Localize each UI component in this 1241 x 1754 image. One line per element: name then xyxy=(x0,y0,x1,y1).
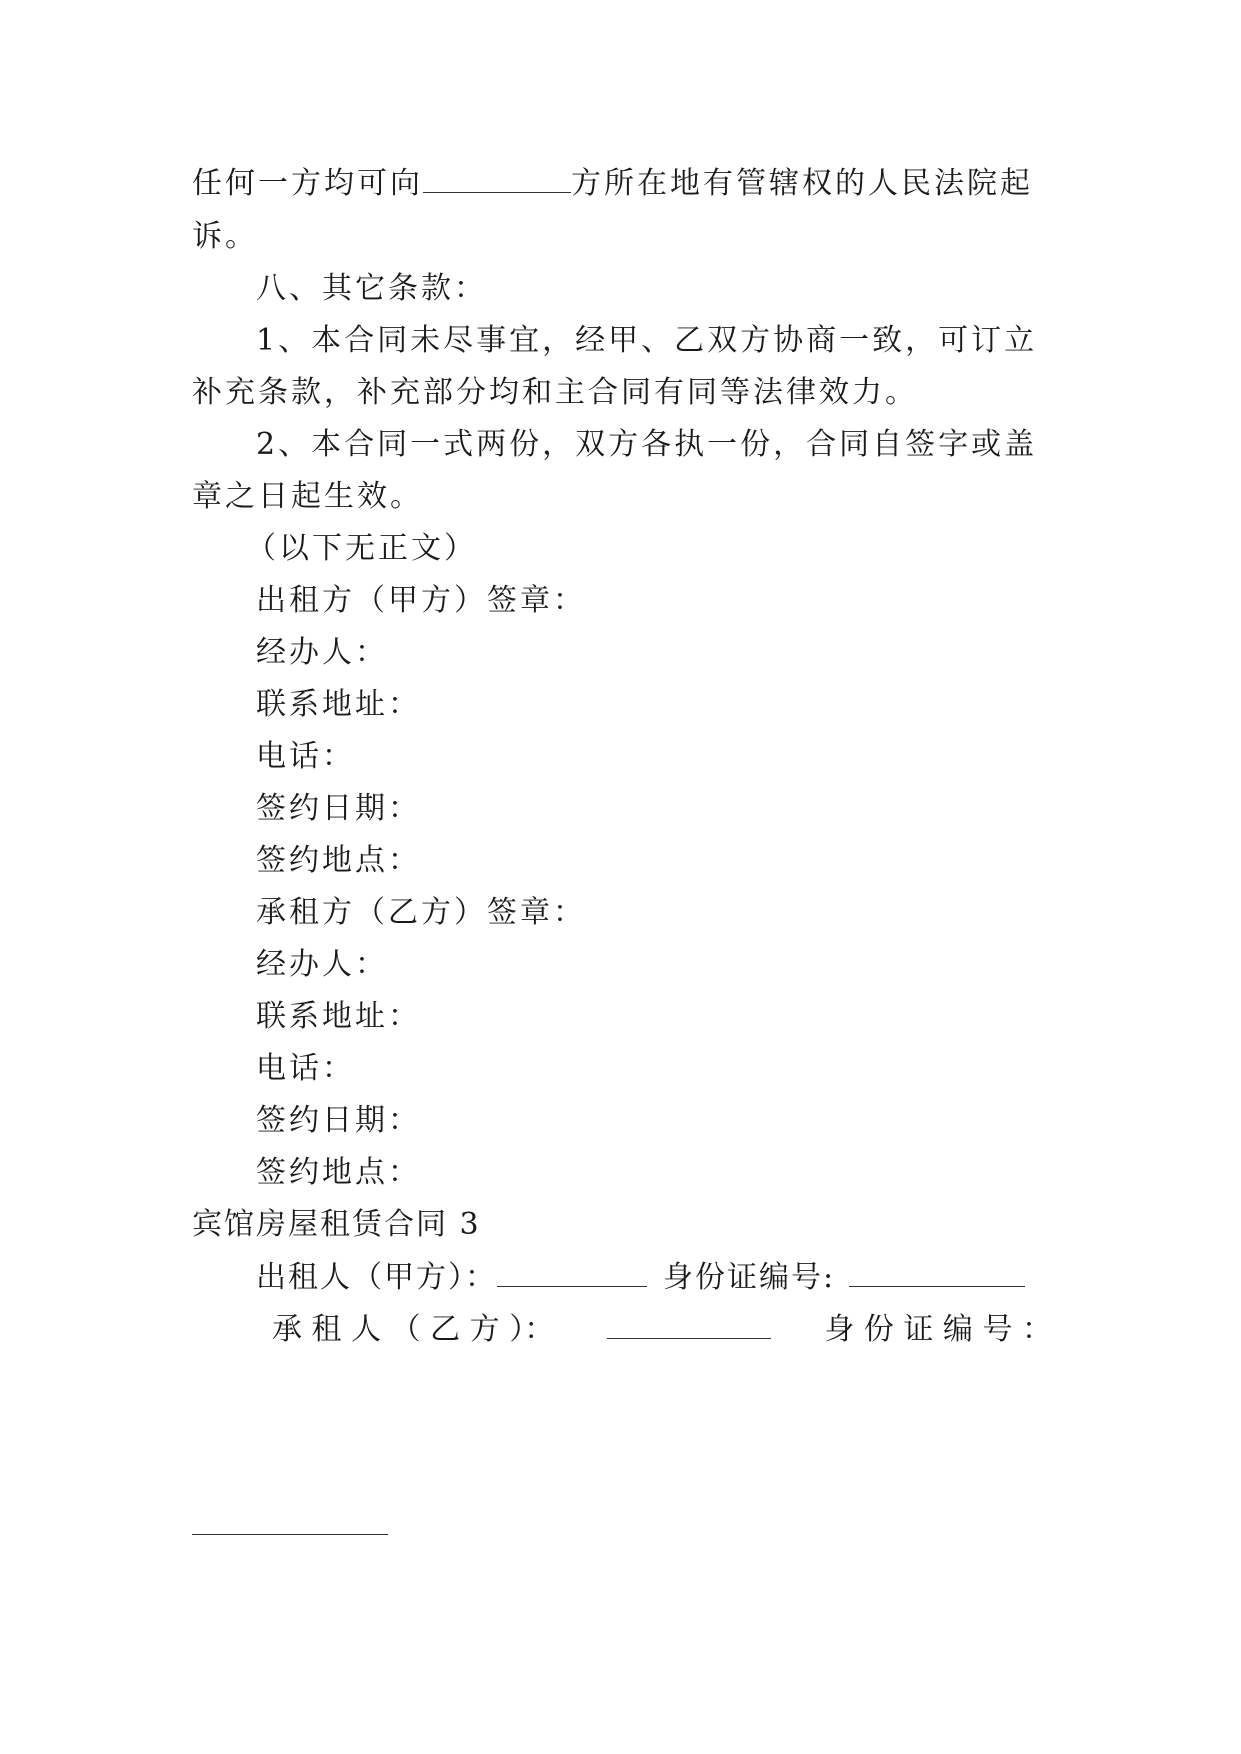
contract-title: 宾馆房屋租赁合同 3 xyxy=(192,1207,481,1242)
lessee-id-line xyxy=(272,1310,1052,1350)
lessee-sign-date-label: 签约日期： xyxy=(256,1103,421,1138)
lessor-sign-date-label: 签约日期： xyxy=(256,791,421,826)
lessee-id-blank xyxy=(192,1532,388,1535)
court-location-blank xyxy=(423,166,571,193)
lessor-agent-label: 经办人： xyxy=(256,635,388,670)
dispute-clause-text-b: 方所在地有管辖权的人民法院起 xyxy=(571,166,1033,201)
lessee-name-label: 承 租 人 （ 乙 方 ）： xyxy=(272,1312,555,1347)
lessor-id-blank xyxy=(849,1260,1025,1287)
lessee-signature-label: 承租方（乙方）签章： xyxy=(256,895,586,930)
lessee-sign-place-label: 签约地点： xyxy=(256,1155,421,1190)
no-further-text-note: （以下无正文） xyxy=(246,531,477,566)
lessor-phone-label: 电话： xyxy=(256,739,355,774)
term-2-line-1: 2、本合同一式两份，双方各执一份，合同自签字或盖 xyxy=(256,427,1038,462)
lessee-agent-label: 经办人： xyxy=(256,947,388,982)
lessor-name-blank xyxy=(497,1260,647,1287)
lessee-address-label: 联系地址： xyxy=(256,999,421,1034)
lessor-id-line xyxy=(256,1258,1052,1298)
lessor-sign-place-label: 签约地点： xyxy=(256,843,421,878)
lessee-id-label: 身 份 证 编 号 ： xyxy=(824,1312,1052,1347)
dispute-clause-text-a: 任何一方均可向 xyxy=(192,166,423,201)
lessor-id-label: 身份证编号: xyxy=(663,1260,836,1295)
lessor-signature-label: 出租方（甲方）签章： xyxy=(256,583,586,618)
lessor-address-label: 联系地址： xyxy=(256,687,421,722)
lessee-phone-label: 电话： xyxy=(256,1051,355,1086)
term-1-line-2: 补充条款，补充部分均和主合同有同等法律效力。 xyxy=(192,375,918,410)
dispute-clause-line-1 xyxy=(192,164,1052,204)
lessor-name-label: 出租人（甲方）： xyxy=(256,1260,497,1295)
lessee-name-blank xyxy=(607,1312,771,1339)
term-1-line-1: 1、本合同未尽事宜，经甲、乙双方协商一致，可订立 xyxy=(256,323,1038,358)
dispute-clause-line-2: 诉。 xyxy=(192,219,258,254)
term-2-line-2: 章之日起生效。 xyxy=(192,479,423,514)
section-heading-other-terms: 八、其它条款： xyxy=(256,271,487,306)
